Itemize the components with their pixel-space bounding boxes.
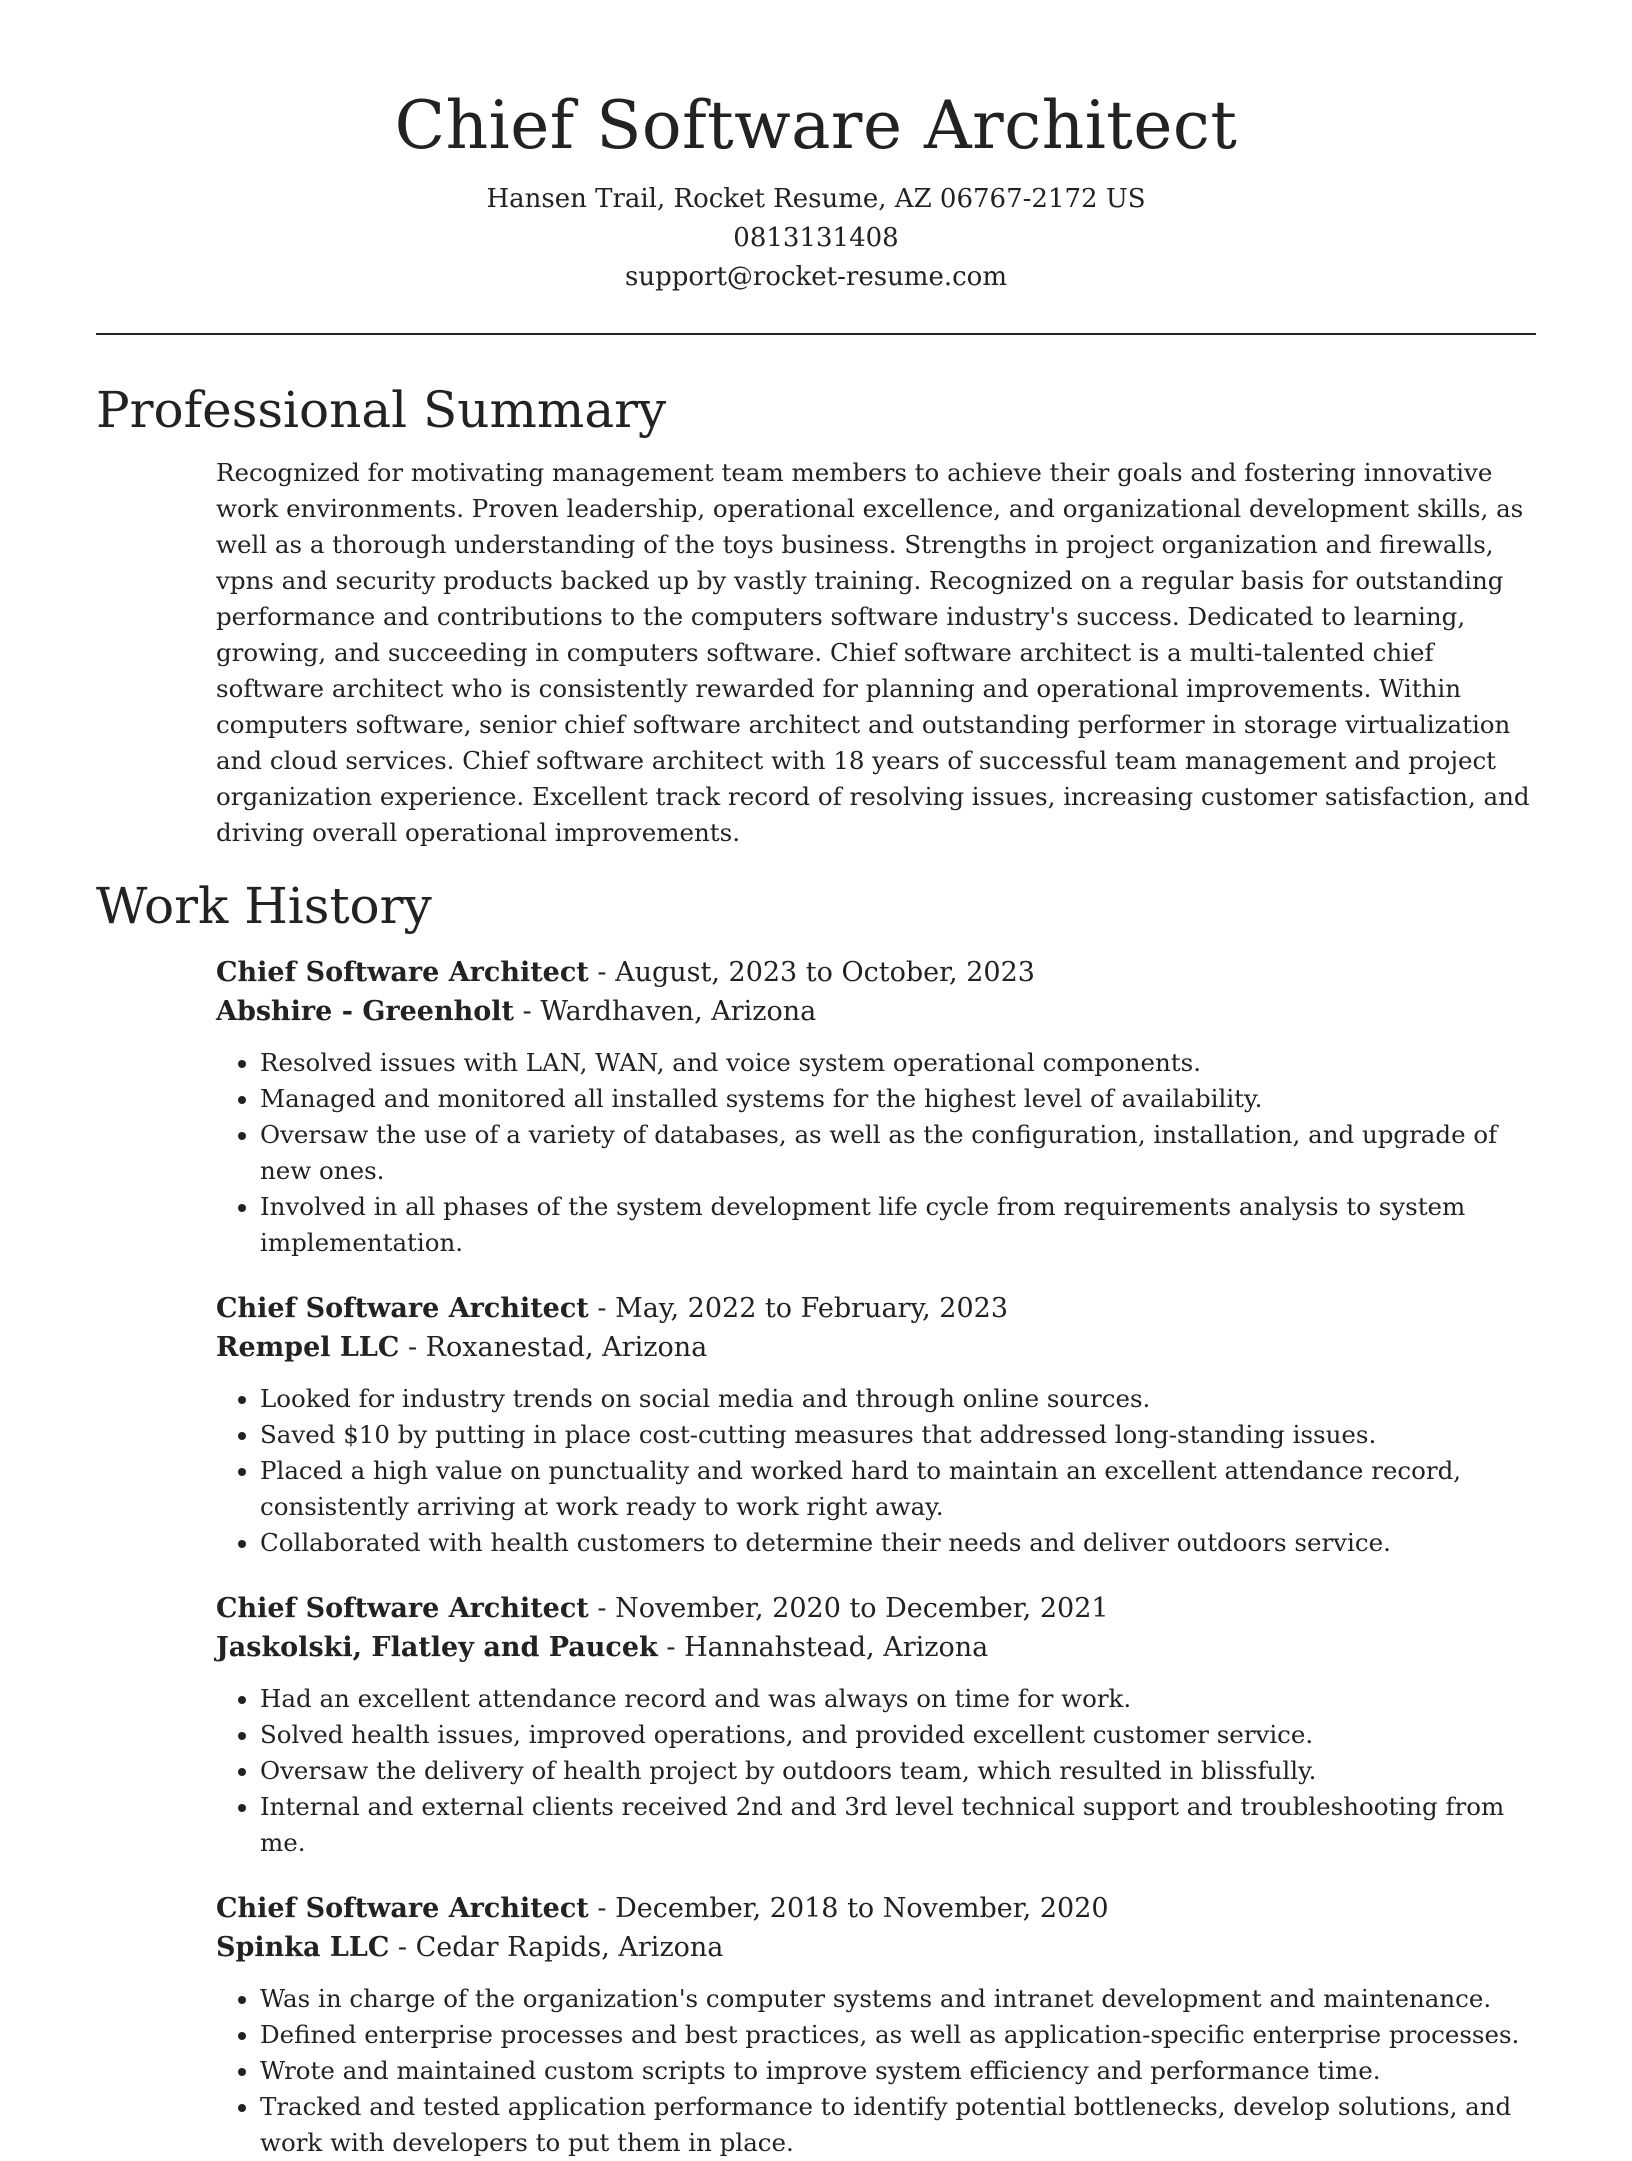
job-bullet: • Oversaw the use of a variety of databases, as well as the configuration, installation, and upgrade of new ones.	[260, 1117, 1536, 1189]
job-separator: -	[588, 957, 616, 988]
job-company: Rempel LLC	[216, 1332, 400, 1363]
contact-email: support@rocket-resume.com	[624, 262, 1007, 292]
job-title-line	[216, 1289, 1536, 1328]
job-company: Spinka LLC	[216, 1932, 390, 1963]
job-dates: August, 2023 to October, 2023	[615, 957, 1035, 988]
job-bullet: • Internal and external clients received 2nd and 3rd level technical support and troubleshooting from me.	[260, 1789, 1536, 1861]
job-bullet: • Was in charge of the organization's computer systems and intranet development and maintenance.	[260, 1981, 1536, 2017]
job-role: Chief Software Architect	[216, 1593, 589, 1624]
job-location: Roxanestad, Arizona	[425, 1332, 708, 1363]
job-separator: -	[389, 1932, 416, 1963]
job-company-line	[216, 992, 1536, 1031]
job-bullet: • Oversaw the delivery of health project by outdoors team, which resulted in blissfully.	[260, 1753, 1536, 1789]
job-location: Wardhaven, Arizona	[540, 996, 817, 1027]
job-dates: December, 2018 to November, 2020	[615, 1893, 1109, 1924]
job-bullet-list	[216, 1981, 1536, 2161]
job-separator: -	[513, 996, 541, 1027]
job-company-line	[216, 1628, 1536, 1667]
job-bullet: • Defined enterprise processes and best practices, as well as application-specific enterprise processes.	[260, 2017, 1536, 2053]
job-company-line	[216, 1928, 1536, 1967]
job-separator: -	[588, 1593, 616, 1624]
job-bullet: • Solved health issues, improved operations, and provided excellent customer service.	[260, 1717, 1536, 1753]
job-dates: November, 2020 to December, 2021	[615, 1593, 1109, 1624]
job-bullet-list	[216, 1681, 1536, 1861]
job-role: Chief Software Architect	[216, 1893, 589, 1924]
job-bullet-list	[216, 1381, 1536, 1561]
job-title-line	[216, 1889, 1536, 1928]
job-title-line	[216, 1589, 1536, 1628]
job-role: Chief Software Architect	[216, 1293, 589, 1324]
contact-block	[96, 180, 1536, 297]
job-bullet: • Looked for industry trends on social media and through online sources.	[260, 1381, 1536, 1417]
summary-heading: Professional Summary	[96, 381, 667, 439]
resume-name: Chief Software Architect	[394, 87, 1238, 164]
job-entry	[216, 953, 1536, 1261]
job-bullet: • Resolved issues with LAN, WAN, and voice system operational components.	[260, 1045, 1536, 1081]
job-bullet: • Had an excellent attendance record and was always on time for work.	[260, 1681, 1536, 1717]
job-entry	[216, 1889, 1536, 2161]
job-bullet: • Wrote and maintained custom scripts to improve system efficiency and performance time.	[260, 2053, 1536, 2089]
contact-address: Hansen Trail, Rocket Resume, AZ 06767-2172 US	[486, 184, 1146, 214]
job-company-line	[216, 1328, 1536, 1367]
job-bullet: • Tracked and tested application performance to identify potential bottlenecks, develop solutions, and work with developers to put them in place.	[260, 2089, 1536, 2161]
resume-page	[96, 0, 1536, 2161]
work-history-heading: Work History	[96, 877, 432, 935]
job-bullet: • Involved in all phases of the system development life cycle from requirements analysis to system implementation.	[260, 1189, 1536, 1261]
job-role: Chief Software Architect	[216, 957, 589, 988]
job-bullet: • Saved $10 by putting in place cost-cutting measures that addressed long-standing issues.	[260, 1417, 1536, 1453]
summary-section	[216, 455, 1536, 851]
job-entry	[216, 1289, 1536, 1561]
job-location: Hannahstead, Arizona	[684, 1632, 989, 1663]
job-bullet: • Managed and monitored all installed systems for the highest level of availability.	[260, 1081, 1536, 1117]
job-separator: -	[657, 1632, 685, 1663]
resume-header	[96, 0, 1536, 297]
job-location: Cedar Rapids, Arizona	[415, 1932, 724, 1963]
job-company: Abshire - Greenholt	[216, 996, 514, 1027]
job-dates: May, 2022 to February, 2023	[615, 1293, 1009, 1324]
job-bullet: • Collaborated with health customers to determine their needs and deliver outdoors service.	[260, 1525, 1536, 1561]
contact-phone: 0813131408	[733, 223, 899, 253]
summary-text: Recognized for motivating management team members to achieve their goals and fostering innovative work environments. Proven leadership, operational excellence, and organizational development skills, as well as a thorough understanding of the toys business. Strengths in project organization and firewalls, vpns and security products backed up by vastly training. Recognized on a regular basis for outstanding performance and contributions to the computers software industry's success. Dedicated to learning, growing, and succeeding in computers software. Chief software architect is a multi-talented chief software architect who is consistently rewarded for planning and operational improvements. Within computers software, senior chief software architect and outstanding performer in storage virtualization and cloud services. Chief software architect with 18 years of successful team management and project organization experience. Excellent track record of resolving issues, increasing customer satisfaction, and driving overall operational improvements.	[216, 458, 1530, 847]
job-separator: -	[588, 1893, 616, 1924]
job-title-line	[216, 953, 1536, 992]
job-bullet: • Placed a high value on punctuality and worked hard to maintain an excellent attendance record, consistently arriving at work ready to work right away.	[260, 1453, 1536, 1525]
job-separator: -	[588, 1293, 616, 1324]
job-separator: -	[399, 1332, 426, 1363]
job-bullet-list	[216, 1045, 1536, 1261]
job-company: Jaskolski, Flatley and Paucek	[216, 1632, 658, 1663]
header-divider	[96, 333, 1536, 335]
work-history-section	[216, 953, 1536, 2161]
job-entry	[216, 1589, 1536, 1861]
